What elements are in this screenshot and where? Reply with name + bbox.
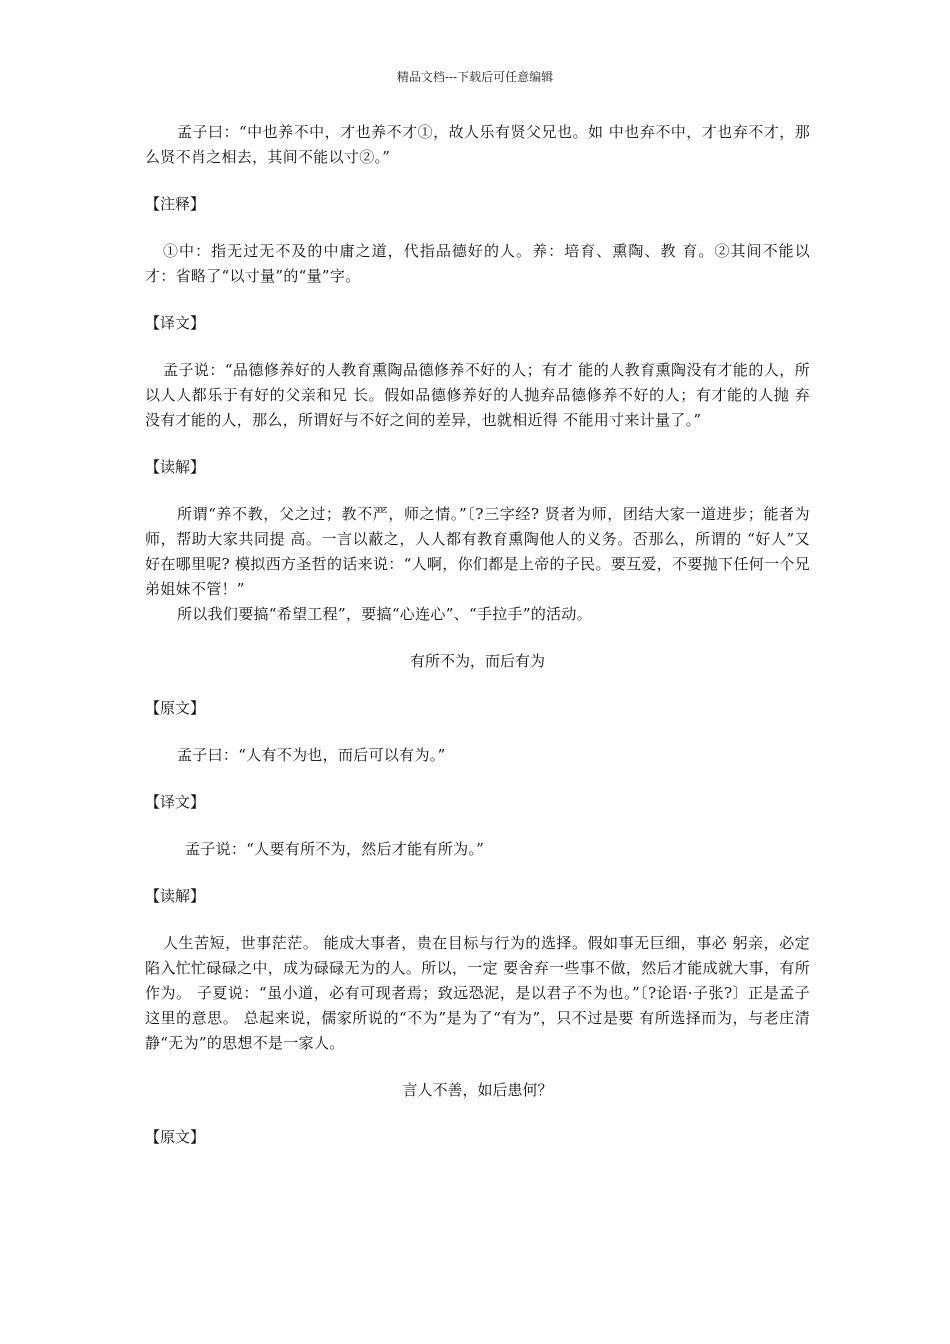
paragraph-original: 孟子曰：“中也养不中，才也养不才①，故人乐有贤父兄也。如 中也弃不中，才也弃不才，那么贤不肖之相去，其间不能以寸②。”: [145, 123, 810, 166]
page-header: 精品文档---下载后可任意编辑: [396, 70, 554, 84]
paragraph-original-2: 孟子曰：“人有不为也，而后可以有为。”: [177, 746, 446, 764]
paragraph-translation-2: 孟子说：“人要有所不为，然后才能有所为。”: [185, 840, 485, 858]
heading-interpretation-2: 【读解】: [145, 887, 206, 905]
heading-original: 【原文】: [145, 699, 206, 717]
section-title-2: 言人不善，如后患何？: [402, 1081, 553, 1099]
heading-notes: 【注释】: [145, 195, 206, 213]
paragraph-interpretation-3: 人生苦短，世事茫茫。 能成大事者，贵在目标与行为的选择。假如事无巨细，事必 躬亲，必定陷入忙忙碌碌之中，成为碌碌无为的人。所以，一定 要舍弃一些事不做，然后才能成就大事，有所作为。 子夏说：“虽小道，必有可现者焉；致远恐泥，是以君子不为也。”〔?论语·子张?〕正是孟子这里的意思。 总起来说，儒家所说的“不为”是为了“有为”，只不过是要 有所选择而为，与老庄清静“无为”的思想不是一家人。: [145, 934, 810, 1052]
heading-original-2: 【原文】: [145, 1128, 206, 1146]
heading-translation-2: 【译文】: [145, 793, 206, 811]
heading-interpretation: 【读解】: [145, 458, 206, 476]
paragraph-interpretation: 所谓“养不教，父之过；教不严，师之情。”〔?三字经? 贤者为师，团结大家一道进步；能者为师，帮助大家共同提 高。一言以蔽之，人人都有教育熏陶他人的义务。否那么，所谓的 “好人”又好在哪里呢? 模拟西方圣哲的话来说：“人啊，你们都是上帝的子民。要互爱，不要抛下任何一个兄弟姐妹不管！”: [145, 505, 810, 598]
paragraph-interpretation-2: 所以我们要搞“希望工程”，要搞“心连心”、“手拉手”的活动。: [177, 605, 593, 623]
paragraph-notes: ①中：指无过无不及的中庸之道，代指品德好的人。养：培育、熏陶、教 育。②其间不能以才：省略了“以寸量”的“量”字。: [145, 242, 810, 285]
heading-translation: 【译文】: [145, 314, 206, 332]
section-title: 有所不为，而后有为: [409, 652, 545, 670]
paragraph-translation: 孟子说：“品德修养好的人教育熏陶品德修养不好的人；有才 能的人教育熏陶没有才能的人，所以人人都乐于有好的父亲和兄 长。假如品德修养好的人抛弃品德修养不好的人；有才能的人抛 弃没有才能的人，那么，所谓好与不好之间的差异，也就相近得 不能用寸来计量了。”: [145, 361, 810, 429]
document-body: [145, 120, 810, 1150]
